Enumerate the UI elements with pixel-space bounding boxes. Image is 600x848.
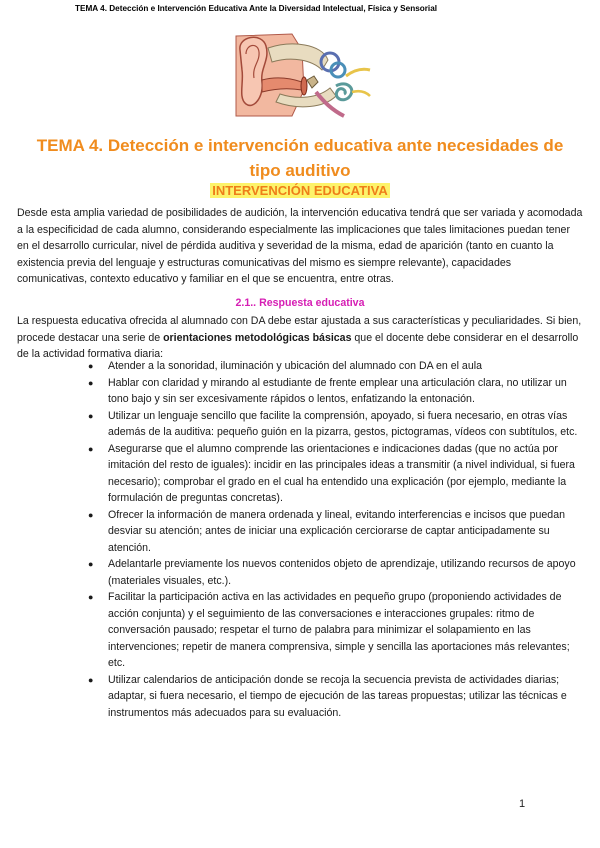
bullet-icon: ● xyxy=(88,377,94,388)
list-item xyxy=(88,375,582,408)
bullet-icon: ● xyxy=(88,410,94,421)
section-title-text: INTERVENCIÓN EDUCATIVA xyxy=(212,183,388,198)
ear-anatomy-icon xyxy=(232,30,372,120)
intro-paragraph: Desde esta amplia variedad de posibilidades de audición, la intervención educativa tendrá que ser variada y acomodada a la especificidad de cada alumno, considerando especialmente las implicaciones que tales limitaciones puedan tener en el desarrollo curricular, nivel de pérdida auditiva y severidad de la misma, edad de aparición (tanto en cuanto la existencia previa del lenguaje y estructuras comunicativas del mismo es siempre relevante), capacidades comunicativas, contexto educativo y familiar en el que se encuentra, entre otras. xyxy=(17,207,583,285)
response-paragraph xyxy=(17,313,583,363)
list-item-text: Ofrecer la información de manera ordenada y lineal, evitando interferencias e incisos que puedan desviar su atención; antes de iniciar una explicación cerciorarse de captar anticipadamente su atención. xyxy=(108,508,565,554)
bullet-icon: ● xyxy=(88,674,94,685)
response-bold-phrase: orientaciones metodológicas básicas xyxy=(163,331,352,344)
list-item xyxy=(88,672,582,722)
page-number: 1 xyxy=(519,798,526,810)
bullet-icon: ● xyxy=(88,592,94,602)
bullet-icon: ● xyxy=(88,509,94,520)
ear-anatomy-illustration xyxy=(232,30,372,120)
list-item xyxy=(88,408,582,441)
document-title: TEMA 4. Detección e intervención educativa ante necesidades de tipo auditivo xyxy=(36,136,564,180)
bullet-icon: ● xyxy=(88,361,94,371)
list-item-text: Asegurarse que el alumno comprende las orientaciones e indicaciones dadas (que no actúa por imitación del resto de iguales): incidir en las principales ideas a transmitir (a nivel individual, si fuera necesario); comprobar el grado en el cual ha entendido una explicación (por ejemplo, mediante la formulación de preguntas concretas). xyxy=(108,442,575,504)
running-header: TEMA 4. Detección e Intervención Educativa Ante la Diversidad Intelectual, Física y Sensorial xyxy=(75,4,438,13)
bullet-icon: ● xyxy=(88,443,94,454)
list-item-text: Atender a la sonoridad, iluminación y ubicación del alumnado con DA en el aula xyxy=(108,360,482,372)
response-text-end: que el docente debe considerar en el desarrollo de la actividad formativa diaria: xyxy=(17,331,579,360)
subsection-title: 2.1.. Respuesta educativa xyxy=(235,297,365,309)
list-item xyxy=(88,507,582,557)
list-item xyxy=(88,556,582,589)
guidelines-list xyxy=(88,358,582,721)
list-item-text: Utilizar un lenguaje sencillo que facilite la comprensión, apoyado, si fuera necesario, en otras vías además de la auditiva: pequeño guión en la pizarra, gestos, pictogramas, vídeos con subtítulos, etc. xyxy=(108,409,578,438)
bullet-icon: ● xyxy=(88,559,94,569)
response-text-start: La respuesta educativa ofrecida al alumnado con DA debe estar ajustada a sus características y peculiaridades. Si bien, procede destacar una serie de xyxy=(17,315,582,344)
list-item-text: Adelantarle previamente los nuevos contenidos objeto de aprendizaje, utilizando recursos de apoyo (materiales visuales, etc.). xyxy=(108,558,576,587)
list-item-text: Facilitar la participación activa en las actividades en pequeño grupo (proponiendo actividades de acción conjunta) y el seguimiento de las conversaciones e interacciones grupales: ritmo de conversación pausado; respetar el turno de palabra para minimizar el solapamiento en las intervenciones; repetir de manera comprensiva, simple y sencilla las aportaciones más relevantes; etc. xyxy=(108,591,570,669)
section-title xyxy=(20,182,580,200)
list-item-text: Utilizar calendarios de anticipación donde se recoja la secuencia prevista de actividades diarias; adaptar, si fuera necesario, el tiempo de ejecución de las tareas propuestas; utilizar las técnicas e instrumentos más adecuados para su evaluación. xyxy=(108,673,567,719)
list-item-text: Hablar con claridad y mirando al estudiante de frente emplear una articulación clara, no utilizar un tono bajo y sin ser excesivamente rápidos o lentos, enfatizando la entonación. xyxy=(108,376,567,405)
list-item xyxy=(88,441,582,507)
list-item xyxy=(88,589,582,672)
list-item xyxy=(88,358,582,375)
